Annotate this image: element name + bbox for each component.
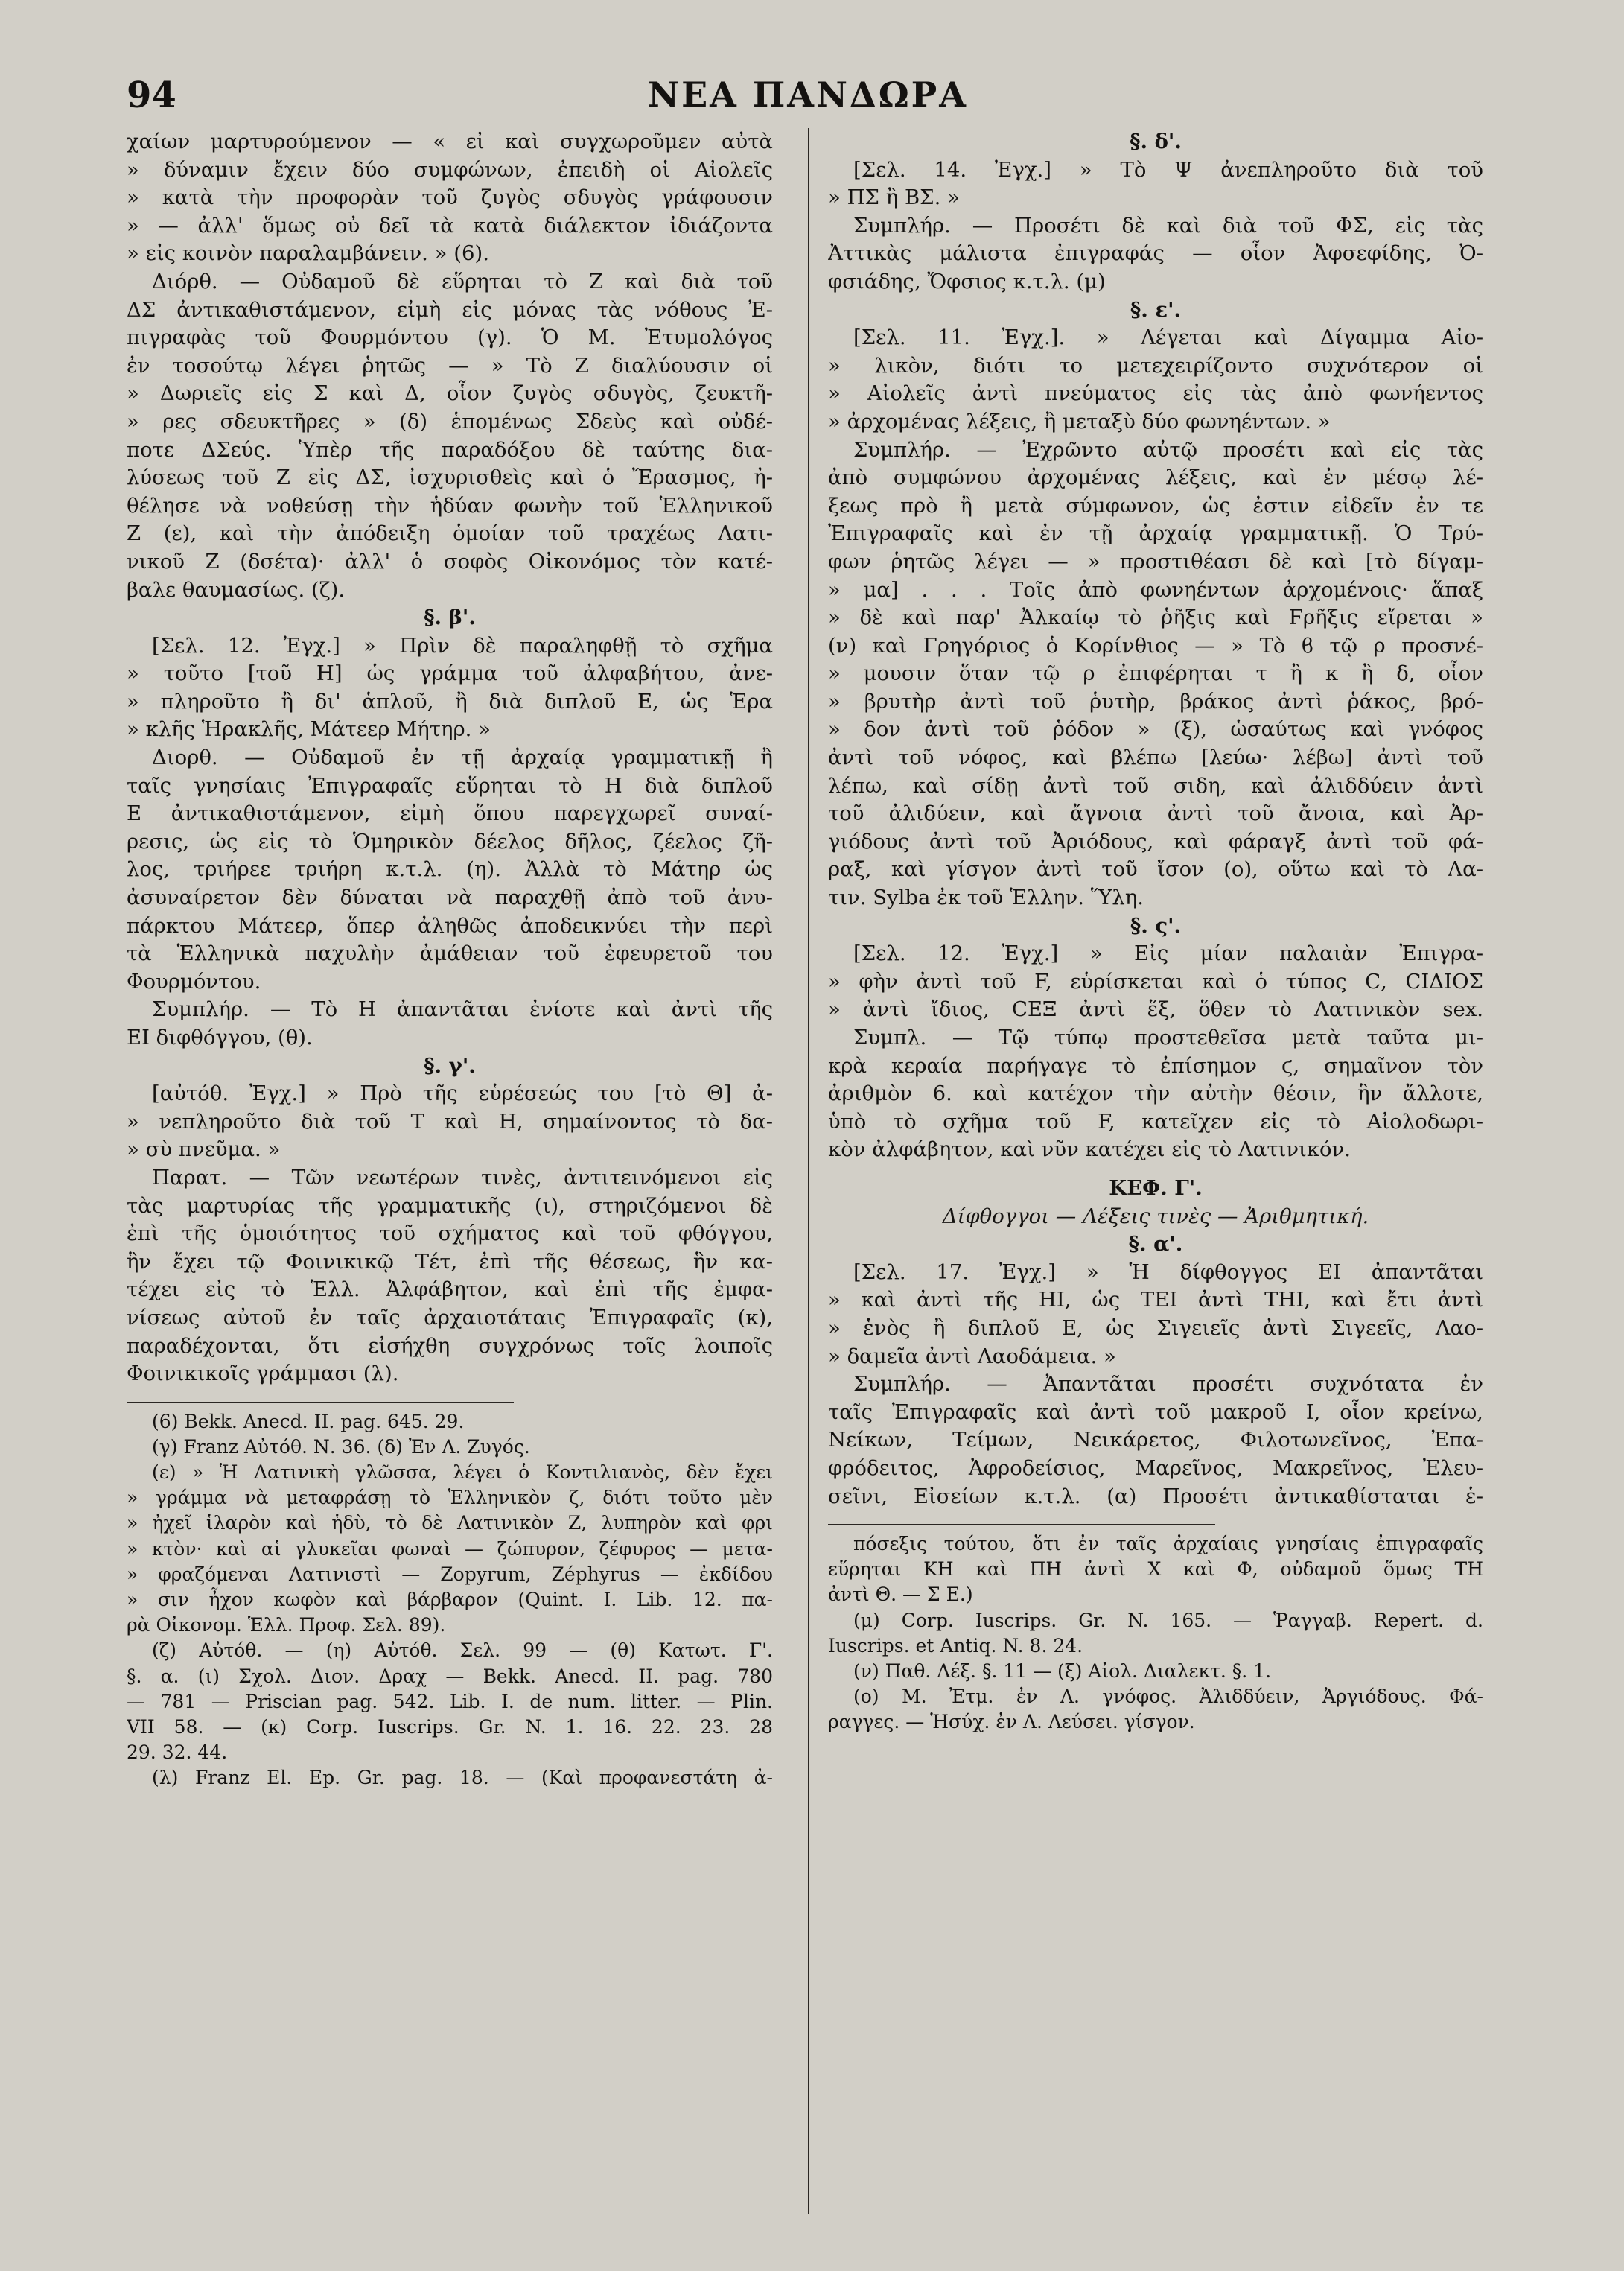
text-line: » δον ἀντὶ τοῦ ῥόδον » (ξ), ὡσαύτως καὶ γνόφος <box>828 717 1483 742</box>
text-line: τοῦ ἀλιδύειν, καὶ ἄγνοια ἀντὶ τοῦ ἄνοια, καὶ Ἀρ- <box>828 801 1483 826</box>
text-line: ρεσις, ὡς εἰς τὸ Ὁμηρικὸν δέελος δῆλος, ζέελος ζῆ- <box>127 829 773 854</box>
footnote-line: (ν) Παθ. Λέξ. §. 11 — (ξ) Αἰολ. Διαλεκτ. §. 1. <box>853 1660 1272 1683</box>
footnote-line: (γ) Franz Αὐτόθ. Ν. 36. (δ) Ἐν Λ. Ζυγός. <box>152 1435 530 1458</box>
footnote-line: (ο) Μ. Ἐτμ. ἐν Λ. γνόφος. Ἀλιδδύειν, Ἀργιόδους. Φά- <box>853 1686 1483 1708</box>
text-line: Ἀττικὰς μάλιστα ἐπιγραφάς — οἷον Ἀφσεφίδης, Ὀ- <box>828 241 1483 266</box>
text-line: Συμπλ. — Τῷ τύπῳ προστεθεῖσα μετὰ ταῦτα μι- <box>853 1026 1483 1049</box>
text-line: νίσεως αὐτοῦ ἐν ταῖς ἀρχαιοτάταις Ἐπιγραφαῖς (κ), <box>127 1305 773 1330</box>
text-line: » ἀρχομένας λέξεις, ἢ μεταξὺ δύο φωνηέντων. » <box>828 409 1331 433</box>
footnote-line: » φραζόμεναι Λατινιστὶ — Zopyrum, Zéphyrus — ἐκδίδου <box>127 1563 773 1585</box>
text-line: Ε ἀντικαθιστάμενον, εἰμὴ ὅπου παρεγχωρεῖ συναί- <box>127 801 773 826</box>
text-line: [Σελ. 14. Ἐγχ.] » Τὸ Ψ ἀνεπληροῦτο διὰ τοῦ <box>853 157 1483 182</box>
text-line: Συμπλήρ. — Προσέτι δὲ καὶ διὰ τοῦ ΦΣ, εἰς τὰς <box>853 213 1483 238</box>
text-line: » κατὰ τὴν προφορὰν τοῦ ζυγὸς σδυγὸς γράφουσιν <box>127 185 773 210</box>
text-line: » βρυτὴρ ἀντὶ τοῦ ῥυτὴρ, βράκος ἀντὶ ῥάκος, βρό- <box>828 689 1483 714</box>
footnote-line: 29. 32. 44. <box>127 1741 228 1764</box>
text-line: ἐπὶ τῆς ὁμοιότητος τοῦ σχήματος καὶ τοῦ φθόγγου, <box>127 1222 773 1246</box>
text-line: τὰ Ἑλληνικὰ παχυλὴν ἀμάθειαν τοῦ ἐφευρετοῦ του <box>127 941 773 966</box>
text-line: Ζ (ε), καὶ τὴν ἀπόδειξη ὁμοίαν τοῦ τραχέως Λατι- <box>127 521 773 546</box>
text-line: » ρες σδευκτῆρες » (δ) ἑπομένως Σδεὺς καὶ οὐδέ- <box>127 409 773 433</box>
text-line: » μουσιν ὅταν τῷ ρ ἐπιφέρηται τ ἢ κ ἢ δ, οἷον <box>828 661 1483 686</box>
text-line: λος, τριήρεε τριήρη κ.τ.λ. (η). Ἀλλὰ τὸ Μάτηρ ὡς <box>127 857 773 882</box>
footnote-line: (μ) Corp. Iuscrips. Gr. N. 165. — Ῥαγγαβ. Repert. d. <box>853 1609 1483 1631</box>
text-line: Συμπλήρ. — Τὸ Η ἀπαντᾶται ἐνίοτε καὶ ἀντὶ τῆς <box>152 997 773 1022</box>
text-line: Νείκων, Τείμων, Νεικάρετος, Φιλοτωνεῖνος, Ἐπα- <box>828 1428 1483 1452</box>
text-line: ἀσυναίρετον δὲν δύναται νὰ παραχθῇ ἀπὸ τοῦ ἀνυ- <box>127 886 773 910</box>
text-line: ταῖς Ἐπιγραφαῖς καὶ ἀντὶ τοῦ μακροῦ Ι, οἷον κρείνω, <box>828 1400 1483 1424</box>
section-heading: §. β'. <box>424 606 476 630</box>
text-line: Διόρθ. — Οὐδαμοῦ δὲ εὕρηται τὸ Ζ καὶ διὰ τοῦ <box>152 269 773 293</box>
text-line: » καὶ ἀντὶ τῆς ΗΙ, ὡς ΤΕΙ ἀντὶ ΤΗΙ, καὶ ἔτι ἀντὶ <box>828 1288 1483 1312</box>
text-line: λέπω, καὶ σίδῃ ἀντὶ τοῦ σιδη, καὶ ἀλιδδύειν ἀντὶ <box>828 773 1483 798</box>
text-line: Ἐπιγραφαῖς καὶ ἐν τῇ ἀρχαίᾳ γραμματικῇ. Ὁ Τρύ- <box>828 521 1483 546</box>
left-column-text <box>127 128 773 1388</box>
text-line: τέχει εἰς τὸ Ἑλλ. Ἀλφάβητον, καὶ ἐπὶ τῆς ἐμφα- <box>127 1277 773 1302</box>
section-heading: §. γ'. <box>424 1053 476 1078</box>
footnote-line: » κτὸν· καὶ αἱ γλυκεῖαι φωναὶ — ζώπυρον, ζέφυρος — μετα- <box>127 1537 773 1560</box>
left-column <box>127 128 773 1791</box>
text-line: ξεως πρὸ ἢ μετὰ σύμφωνον, ὡς ἐστιν εἰδεῖν ἐν τε <box>828 493 1483 518</box>
text-line: » ἑνὸς ἢ διπλοῦ Ε, ὡς Σιγειεῖς ἀντὶ Σιγεεῖς, Λαο- <box>828 1315 1483 1340</box>
footnote-line: (ε) » Ἡ Λατινικὴ γλῶσσα, λέγει ὁ Κοντιλιανὸς, δὲν ἔχει <box>152 1461 773 1484</box>
footnote-rule <box>828 1524 1215 1525</box>
footnote-line: πόσεξις τούτου, ὅτι ἐν ταῖς ἀρχαίαις γνησίαις ἐπιγραφαῖς <box>853 1533 1483 1555</box>
footnote-line: » γράμμα νὰ μεταφράσῃ τὸ Ἑλληνικὸν ζ, διότι τοῦτο μὲν <box>127 1487 773 1509</box>
text-line: [Σελ. 12. Ἐγχ.] » Εἰς μίαν παλαιὰν Ἐπιγρα- <box>853 941 1483 966</box>
text-line: τὰς μαρτυρίας τῆς γραμματικῆς (ι), στηριζόμενοι δὲ <box>127 1193 773 1218</box>
footnote-line: §. α. (ι) Σχολ. Διον. Δραχ — Bekk. Anecd. II. pag. 780 <box>127 1665 773 1687</box>
text-line: φσιάδης, Ὄφσιος κ.τ.λ. (μ) <box>828 269 1106 293</box>
text-line: ΕΙ διφθόγγου, (θ). <box>127 1026 313 1049</box>
text-line: ἀντὶ τοῦ νόφος, καὶ βλέπω [λεύω· λέβω] ἀντὶ τοῦ <box>828 746 1483 770</box>
text-line: βαλε θαυμασίως. (ζ). <box>127 577 346 602</box>
text-line: Συμπλήρ. — Ἀπαντᾶται προσέτι συχνότατα ἐν <box>853 1372 1483 1397</box>
text-line: » σὺ πνεῦμα. » <box>127 1137 281 1162</box>
text-line: ραξ, καὶ γίσγον ἀντὶ τοῦ ἴσον (ο), οὕτω καὶ τὸ Λα- <box>828 857 1483 882</box>
footnote-line: — 781 — Priscian pag. 542. Lib. I. de num. litter. — Plin. <box>127 1690 773 1712</box>
text-line: γιόδους ἀντὶ τοῦ Ἀριόδους, καὶ φάραγξ ἀντὶ τοῦ φά- <box>828 829 1483 854</box>
text-line: [Σελ. 12. Ἐγχ.] » Πρὶν δὲ παραληφθῇ τὸ σχῆμα <box>152 633 773 658</box>
footnote-line: (ζ) Αὐτόθ. — (η) Αὐτόθ. Σελ. 99 — (θ) Κατωτ. Γ'. <box>152 1639 773 1662</box>
text-line: Φοινικικοῖς γράμμασι (λ). <box>127 1362 399 1386</box>
text-line: κὸν ἀλφάβητον, καὶ νῦν κατέχει εἰς τὸ Λατινικόν. <box>828 1137 1351 1162</box>
footnote-rule <box>127 1402 514 1403</box>
page-number: 94 <box>127 74 176 116</box>
footnote-line: » σιν ἦχον κωφὸν καὶ βάρβαρον (Quint. I. Lib. 12. πα- <box>127 1589 773 1611</box>
text-line: » φὴν ἀντὶ τοῦ F, εὑρίσκεται καὶ ὁ τύπος Ϲ, ϹΙΔΙΟΣ <box>828 969 1483 994</box>
footnote-line: ραγγες. — Ἡσύχ. ἐν Λ. Λεύσει. γίσγον. <box>828 1711 1195 1733</box>
text-line: » πληροῦτο ἢ δι' ἁπλοῦ, ἢ διὰ διπλοῦ Ε, ὡς Ἑρα <box>127 689 773 714</box>
text-line: » Αἰολεῖς ἀντὶ πνεύματος εἰς τὰς ἀπὸ φωνήεντος <box>828 381 1483 406</box>
footnote-line: εὕρηται ΚΗ καὶ ΠΗ ἀντὶ Χ καὶ Φ, οὐδαμοῦ ὅμως ΤΗ <box>828 1558 1483 1581</box>
right-footnotes <box>828 1531 1483 1735</box>
text-line: » ἀντὶ ἴδιος, ϹΕΞ ἀντὶ ἕξ, ὅθεν τὸ Λατινικὸν sex. <box>828 997 1483 1022</box>
text-line: » κλῆς Ἡρακλῆς, Μάτεερ Μήτηρ. » <box>127 717 491 742</box>
text-line: ταῖς γνησίαις Ἐπιγραφαῖς εὕρηται τὸ Η διὰ διπλοῦ <box>127 773 773 798</box>
text-line: Συμπλήρ. — Ἐχρῶντο αὐτῷ προσέτι καὶ εἰς τὰς <box>853 437 1483 462</box>
text-line: πάρκτου Μάτεερ, ὅπερ ἀληθῶς ἀποδεικνύει τὴν περὶ <box>127 913 773 938</box>
footnote-line: (6) Bekk. Anecd. II. pag. 645. 29. <box>152 1410 465 1432</box>
text-line: [Σελ. 17. Ἐγχ.] » Ἡ δίφθογγος ΕΙ ἀπαντᾶται <box>853 1260 1483 1284</box>
section-heading: §. ε'. <box>1130 297 1182 322</box>
text-line: [αὐτόθ. Ἐγχ.] » Πρὸ τῆς εὑρέσεώς του [τὸ Θ] ἀ- <box>152 1081 773 1106</box>
text-line: ἀριθμὸν 6. καὶ κατέχον τὴν αὐτὴν θέσιν, ἣν ἄλλοτε, <box>828 1081 1483 1106</box>
section-heading: Δίφθογγοι — Λέξεις τινὲς — Ἀριθμητική. <box>942 1204 1369 1228</box>
text-line: πιγραφὰς τοῦ Φουρμόντου (γ). Ὁ Μ. Ἐτυμολόγος <box>127 325 773 350</box>
text-line: λύσεως τοῦ Ζ εἰς ΔΣ, ἰσχυρισθεὶς καὶ ὁ Ἔρασμος, ἠ- <box>127 466 773 490</box>
text-line: » δὲ καὶ παρ' Ἀλκαίῳ τὸ ῥῆξις καὶ Ϝρῆξις εἴρεται » <box>828 606 1483 630</box>
section-heading: §. ς'. <box>1130 913 1182 938</box>
text-line: » τοῦτο [τοῦ Η] ὡς γράμμα τοῦ ἀλφαβήτου, ἀνε- <box>127 661 773 686</box>
footnote-line: ἀντὶ Θ. — Σ Ε.) <box>828 1584 973 1606</box>
text-line: φρόδειτος, Ἀφροδείσιος, Μαρεῖνος, Μακρεῖνος, Ἐλευ- <box>828 1455 1483 1480</box>
text-line: (ν) καὶ Γρηγόριος ὁ Κορίνθιος — » Τὸ ϐ τῷ ρ προσνέ- <box>828 633 1483 658</box>
text-line: παραδέχονται, ὅτι εἰσήχθη συγχρόνως τοῖς λοιποῖς <box>127 1333 773 1358</box>
spacer <box>828 1164 1483 1175</box>
text-line: ποτε ΔΣεύς. Ὑπὲρ τῆς παραδόξου δὲ ταύτης δια- <box>127 437 773 462</box>
text-line: τιν. Sylba ἐκ τοῦ Ἑλλην. Ὕλη. <box>828 886 1144 910</box>
section-heading: §. α'. <box>1128 1232 1183 1257</box>
text-line: » μα] . . . Τοῖς ἀπὸ φωνηέντων ἀρχομένοις· ἅπαξ <box>828 577 1483 602</box>
footnote-line: VII 58. — (κ) Corp. Iuscrips. Gr. N. 1. 16. 22. 23. 28 <box>127 1715 773 1738</box>
text-line: [Σελ. 11. Ἐγχ.]. » Λέγεται καὶ Δίγαμμα Αἰο- <box>853 325 1483 350</box>
page-header <box>127 74 1489 119</box>
text-line: ἀπὸ συμφώνου ἀρχομένας λέξεις, καὶ ἐν μέσῳ λέ- <box>828 466 1483 490</box>
footnote-line: Iuscrips. et Antiq. N. 8. 24. <box>828 1634 1083 1657</box>
section-heading: §. δ'. <box>1130 130 1182 153</box>
text-line: » εἰς κοινὸν παραλαμβάνειν. » (6). <box>127 241 489 266</box>
text-line: ΔΣ ἀντικαθιστάμενον, εἰμὴ εἰς μόνας τὰς νόθους Ἐ- <box>127 297 773 322</box>
text-line: » Δωριεῖς εἰς Σ καὶ Δ, οἷον ζυγὸς σδυγὸς, ζευκτῆ- <box>127 381 773 406</box>
text-line: » δαμεῖα ἀντὶ Λαοδάμεια. » <box>828 1344 1116 1368</box>
text-line: ἣν ἔχει τῷ Φοινικικῷ Τέτ, ἐπὶ τῆς θέσεως, ἣν κα- <box>127 1249 773 1274</box>
text-line: νικοῦ Ζ (δσέτα)· ἀλλ' ὁ σοφὸς Οἰκονόμος τὸν κατέ- <box>127 549 773 574</box>
text-line: κρὰ κεραία παρήγαγε τὸ ἐπίσημον ϛ, σημαῖνον τὸν <box>828 1053 1483 1078</box>
text-line: ὑπὸ τὸ σχῆμα τοῦ F, κατεῖχεν εἰς τὸ Αἰολοδωρι- <box>828 1109 1483 1134</box>
right-column <box>828 128 1483 1735</box>
section-heading: ΚΕΦ. Γ'. <box>1109 1175 1203 1200</box>
footnote-line: (λ) Franz El. Ep. Gr. pag. 18. — (Καὶ προφανεστάτη ἀ- <box>152 1767 773 1789</box>
text-line: θέλησε νὰ νοθεύσῃ τὴν ἡδύαν φωνὴν τοῦ Ἑλληνικοῦ <box>127 493 773 518</box>
text-line: Διορθ. — Οὐδαμοῦ ἐν τῇ ἀρχαίᾳ γραμματικῇ ἢ <box>152 746 773 770</box>
text-line: » — ἀλλ' ὅμως οὐ δεῖ τὰ κατὰ διάλεκτον ἰδιάζοντα <box>127 213 773 238</box>
left-footnotes <box>127 1409 773 1791</box>
text-line: » νεπληροῦτο διὰ τοῦ Τ καὶ Η, σημαίνοντος τὸ δα- <box>127 1109 773 1134</box>
text-line: » δύναμιν ἔχειν δύο συμφώνων, ἐπειδὴ οἱ Αἰολεῖς <box>127 157 773 182</box>
text-line: χαίων μαρτυρούμενον — « εἰ καὶ συγχωροῦμεν αὐτὰ <box>127 130 773 153</box>
running-title: ΝΕΑ ΠΑΝΔΩΡΑ <box>648 74 968 115</box>
text-line: σεῖνι, Εἰσείων κ.τ.λ. (α) Προσέτι ἀντικαθίσταται ἑ- <box>828 1484 1483 1508</box>
text-line: Φουρμόντου. <box>127 969 261 994</box>
text-line: Παρατ. — Τῶν νεωτέρων τινὲς, ἀντιτεινόμενοι εἰς <box>152 1165 773 1190</box>
column-rule <box>808 128 809 2214</box>
text-line: φων ῥητῶς λέγει — » προστιθέασι δὲ καὶ [τὸ δίγαμ- <box>828 549 1483 574</box>
right-column-text <box>828 128 1483 1511</box>
footnote-line: ρὰ Οἰκονομ. Ἑλλ. Προφ. Σελ. 89). <box>127 1614 446 1636</box>
text-line: » ΠΣ ἢ ΒΣ. » <box>828 185 960 210</box>
footnote-line: » ἠχεῖ ἱλαρὸν καὶ ἡδὺ, τὸ δὲ Λατινικὸν Ζ, λυπηρὸν καὶ φρι <box>127 1512 773 1534</box>
text-line: » λικὸν, διότι το μετεχειρίζοντο συχνότερον οἱ <box>828 353 1483 378</box>
text-line: ἐν τοσούτῳ λέγει ῥητῶς — » Τὸ Ζ διαλύουσιν οἱ <box>127 353 773 378</box>
